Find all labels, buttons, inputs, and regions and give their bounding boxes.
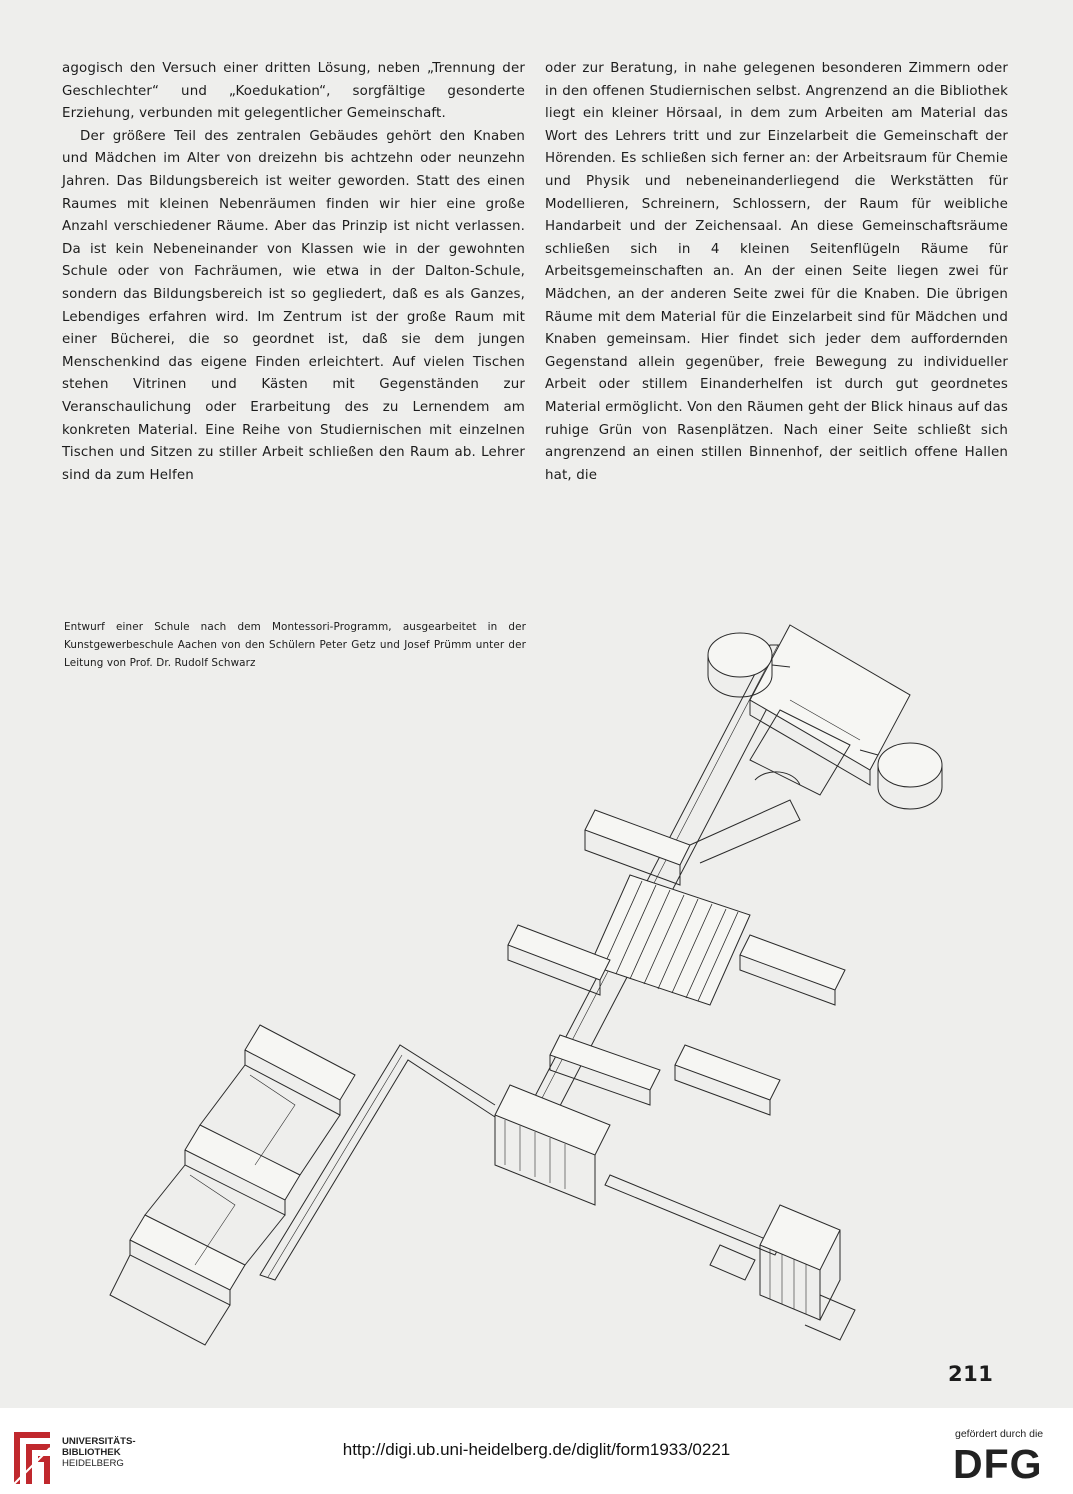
- library-name-line2: BIBLIOTHEK: [62, 1447, 121, 1458]
- text-column-right: [545, 58, 1008, 487]
- paragraph-1: agogisch den Versuch einer dritten Lösung, neben „Trennung der Geschlechter“ und „Koedukation“, sorgfältige gesonderte Erziehung, verbunden mit gelegentlicher Gemeinschaft.: [62, 61, 525, 122]
- axonometric-school-drawing: [90, 605, 990, 1355]
- dfg-logo: DFG: [953, 1441, 1043, 1487]
- paragraph-2: Der größere Teil des zentralen Gebäudes gehört den Knaben und Mädchen im Alter von dreizehn bis achtzehn oder neunzehn Jahren. Das Bildungsbereich ist weiter geworden. Statt des einen Raumes mit kleinen Nebenräumen finden wir hier eine große Anzahl verschiedener Räume. Aber das Prinzip ist nicht verlassen. Da ist kein Nebeneinander von Klassen wie in der gewohnten Schule oder von Fachräumen, wie etwa in der Dalton-Schule, sondern das Bildungsbereich ist so gegliedert, daß es als Ganzes, Lebendiges erfahren wird. Im Zentrum ist der große Raum mit einer Bücherei, die so geordnet ist, daß sie dem jungen Menschenkind das eigene Finden erleichtert. Auf vielen Tischen stehen Vitrinen und Kästen mit Gegenständen zur Veranschaulichung oder Erarbeitung des zu Lernendem am konkreten Material. Eine Reihe von Studiernischen mit einzelnen Tischen und Sitzen zu stiller Arbeit schließen den Raum ab. Lehrer sind da zum Helfen: [62, 128, 525, 483]
- paragraph-3: oder zur Beratung, in nahe gelegenen besonderen Zimmern oder in den offenen Studiernischen selbst. Angrenzend an die Bibliothek liegt ein kleiner Hörsaal, in dem zum Arbeiten am Material das Wort des Lehrers tritt und zur Einzelarbeit die Gemeinschaft der Hörenden. Es schließen sich ferner an: der Arbeitsraum für Chemie und Physik und nebeneinanderliegend die Werkstätten für Modellieren, Schreinern, Schlossern, der Raum für weibliche Handarbeit und der Zeichensaal. An diese Gemeinschaftsräume schließen sich in 4 kleinen Seitenflügeln Räume für Arbeitsgemeinschaften an. An der einen Seite liegen zwei für Mädchen, an der anderen Seite zwei für die Knaben. Die übrigen Räume mit dem Material für die Einzelarbeit sind für Mädchen und Knaben gemeinsam. Hier findet sich jeder dem auffordernden Gegenstand allein gegenüber, freie Bewegung zu individueller Arbeit oder stillem Einanderhelfen ist durch gut geordnetes Material ermöglicht. Von den Räumen geht der Blick hinaus auf das ruhige Grün von Rasenplätzen. Nach einer Seite schließt sich angrenzend an einen stillen Binnenhof, der seitlich offene Hallen hat, die: [545, 61, 1008, 483]
- footer-bar: [0, 1408, 1073, 1494]
- page-number: 211: [948, 1362, 994, 1386]
- library-name-line1: UNIVERSITÄTS-: [62, 1436, 136, 1447]
- text-column-left: [62, 58, 525, 487]
- funding-note: gefördert durch die: [955, 1428, 1044, 1440]
- library-name-line3: HEIDELBERG: [62, 1458, 124, 1469]
- source-url-link[interactable]: http://digi.ub.uni-heidelberg.de/diglit/form1933/0221: [342, 1440, 731, 1459]
- figure-caption: Entwurf einer Schule nach dem Montessori-Programm, ausgearbeitet in der Kunstgewerbeschule Aachen von den Schülern Peter Getz und Josef Prümm unter der Leitung von Prof. Dr. Rudolf Schwarz: [64, 621, 526, 669]
